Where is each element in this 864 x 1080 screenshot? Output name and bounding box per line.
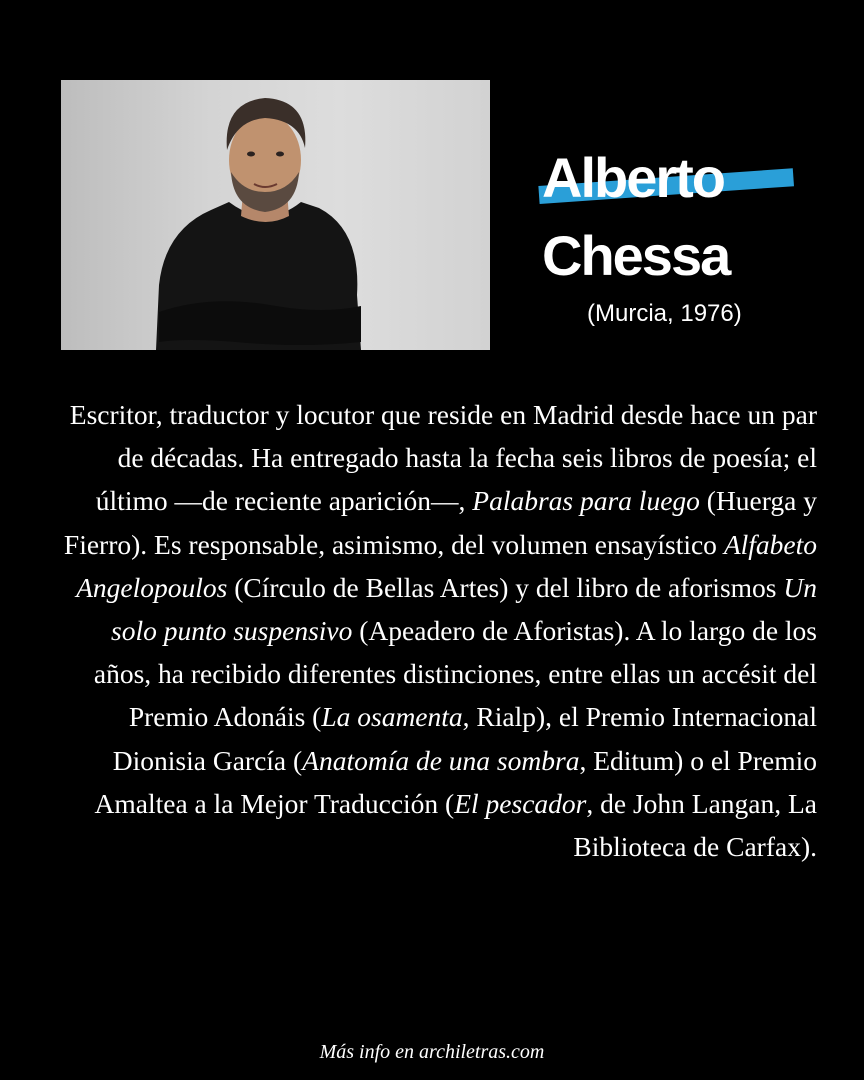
- book-title: El pescador: [454, 787, 587, 819]
- bio-text: (Círculo de Bellas Artes) y del libro de aforismos: [227, 571, 784, 603]
- bio-text: , Rialp), el Premio Internacional Dionisia García (: [112, 701, 817, 776]
- bio-text: (Huerga y Fierro). Es responsable, asimismo, del volumen ensayístico: [63, 485, 817, 560]
- author-biography: [50, 393, 817, 868]
- bio-text: Escritor, traductor y locutor que reside en Madrid desde hace un par de décadas. Ha entregado hasta la fecha seis libros de poesía; el último —de reciente aparición—,: [69, 399, 817, 517]
- book-title: Anatomía de una sombra: [302, 744, 580, 776]
- book-title: Palabras para luego: [472, 485, 700, 517]
- author-first-name: Alberto: [542, 146, 724, 209]
- author-origin: (Murcia, 1976): [587, 300, 742, 327]
- book-title: Alfabeto Angelopoulos: [76, 528, 817, 603]
- bio-text: (Apeadero de Aforistas). A lo largo de los años, ha recibido diferentes distinciones, entre ellas un accésit del Premio Adonáis (: [93, 615, 817, 733]
- bio-text: , Editum) o el Premio Amaltea a la Mejor Traducción (: [94, 744, 817, 819]
- author-last-name: Chessa: [542, 224, 730, 287]
- author-name-block: [530, 140, 830, 340]
- author-portrait-illustration: [61, 80, 490, 350]
- bio-text: , de John Langan, La Biblioteca de Carfax).: [573, 787, 817, 863]
- footer-more-info: Más info en archiletras.com: [319, 1041, 545, 1063]
- author-photo: [61, 80, 490, 350]
- book-title: Un solo punto suspensivo: [111, 571, 817, 647]
- book-title: La osamenta: [321, 701, 463, 733]
